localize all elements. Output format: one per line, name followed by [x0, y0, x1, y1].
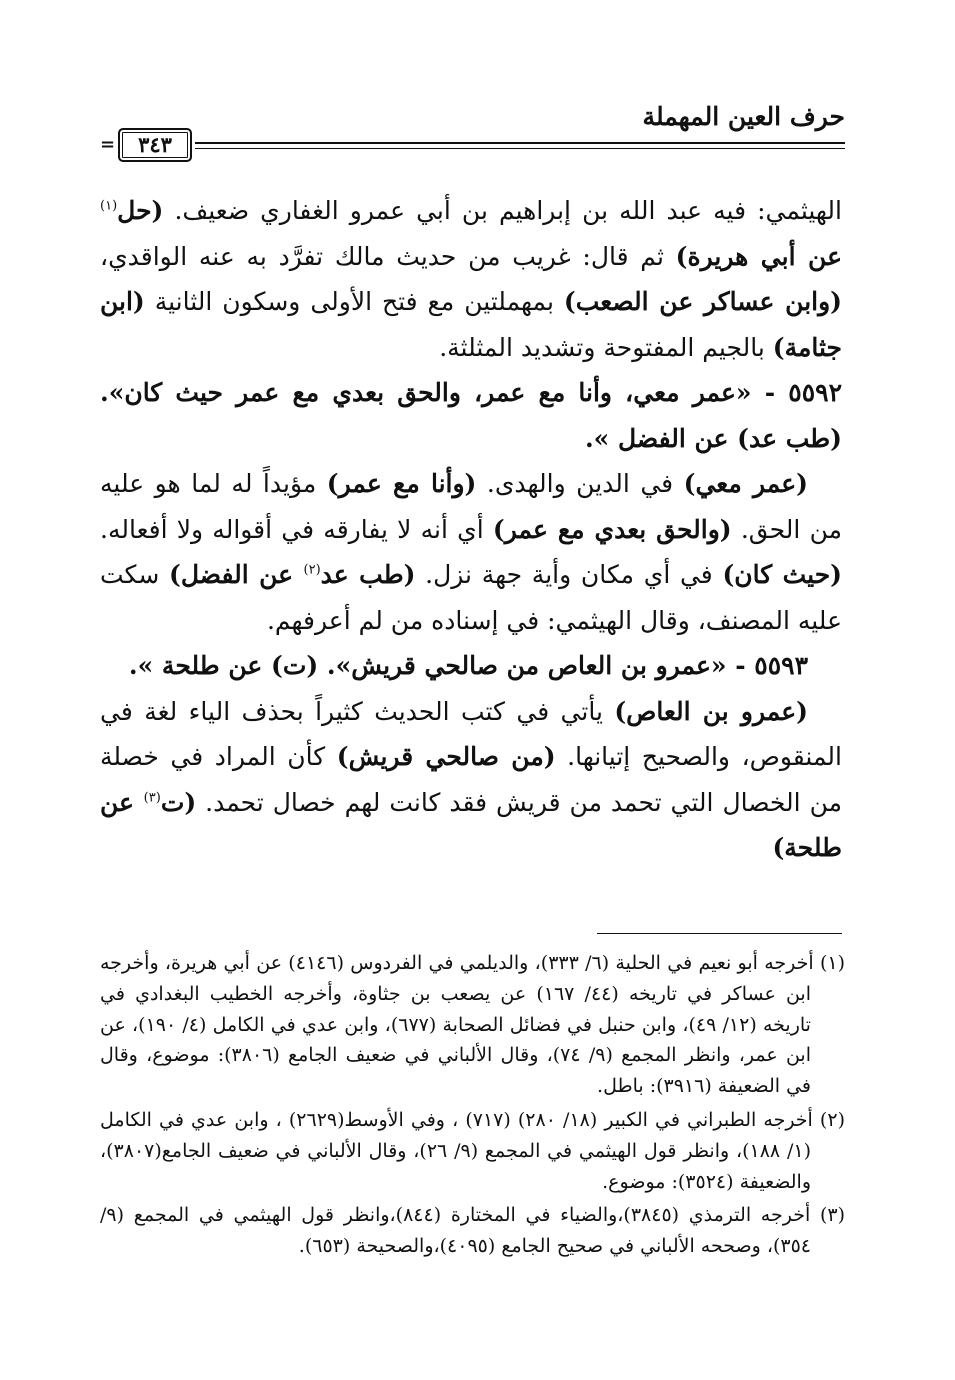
footnote-ref[interactable]: (٢) — [303, 562, 321, 578]
paragraph: (عمرو بن العاص) يأتي في كتب الحديث كثيراً بحذف الياء لغة في المنقوص، والصحيح إتيانها. (من صالحي قريش) كأن المراد في خصلة من الخصال التي تحمد من قريش فقد كانت لهم خصال تحمد. (ت$^{(٣)}$ عن طلحة) — [100, 696, 842, 862]
paragraph: (عمر معي) في الدين والهدى. (وأنا مع عمر) مؤيداً له لما هو عليه من الحق. (والحق بعدي مع عمر) أي أنه لا يفارقه في أقواله ولا أفعاله. (حيث كان) في أي مكان وأية جهة نزل. (طب عد$^{(٢)}$ عن الفضل) سكت عليه المصنف، وقال الهيثمي: في إسناده من لم أعرفهم. — [100, 469, 842, 635]
paragraph: الهيثمي: فيه عبد الله بن إبراهيم بن أبي عمرو الغفاري ضعيف. (حل$^{(١)}$ عن أبي هريرة) ثم قال: غريب من حديث مالك تفرَّد به عنه الواقدي، (وابن عساكر عن الصعب) بمهملتين مع فتح الأولى وسكون الثانية (ابن جثامة) بالجيم المفتوحة وتشديد المثلثة. — [100, 196, 843, 362]
footnote: (٢) أخرجه الطبراني في الكبير (١٨/ ٢٨٠) (٧١٧) ، وفي الأوسط(٢٦٢٩) ، وابن عدي في الكامل (١/ ١٨٨)، وانظر قول الهيثمي في المجمع (٩/ ٢٦)، وقال الألباني في ضعيف الجامع(٣٨٠٧)، والضعيفة (٣٥٢٤): موضوع. — [100, 1108, 845, 1193]
chapter-title: حرف العين المهملة — [642, 102, 845, 131]
page-number: ٣٤٣ — [118, 128, 192, 162]
hadith-heading: ٥٥٩٣ - «عمرو بن العاص من صالحي قريش». (ت) عن طلحة ». — [128, 651, 808, 680]
header-rule — [195, 142, 845, 149]
page-header — [100, 96, 845, 166]
footnote-ref[interactable]: (١) — [100, 198, 118, 214]
footnotes — [100, 948, 845, 1262]
header-marker: = — [100, 134, 116, 155]
footnote: (١) أخرجه أبو نعيم في الحلية (٦/ ٣٣٣)، والديلمي في الفردوس (٤١٤٦) عن أبي هريرة، وأخرجه ابن عساكر في تاريخه (٤٤/ ١٦٧) عن يصعب بن جثاوة، وأخرجه الخطيب البغدادي في تاريخه (١٢/ ٤٩)، وابن حنبل في فضائل الصحابة (٦٧٧)، وابن عدي في الكامل (٤/ ١٩٠)، عن ابن عمر، وانظر المجمع (٩/ ٧٤)، وقال الألباني في ضعيف الجامع (٣٨٠٦): موضوع، وقال في الضعيفة (٣٩١٦): باطل. — [100, 952, 845, 1098]
footnote-separator — [597, 933, 842, 934]
footnote: (٣) أخرجه الترمذي (٣٨٤٥)،والضياء في المختارة (٨٤٤)،وانظر قول الهيثمي في المجمع (٩/ ٣٥٤)، وصححه الألباني في صحيح الجامع (٤٠٩٥)،والصحيحة (٦٥٣). — [100, 1204, 845, 1258]
hadith-heading: ٥٥٩٢ - «عمر معي، وأنا مع عمر، والحق بعدي مع عمر حيث كان». (طب عد) عن الفضل ». — [100, 378, 842, 453]
footnote-ref[interactable]: (٣) — [143, 790, 161, 806]
main-text — [100, 188, 842, 871]
